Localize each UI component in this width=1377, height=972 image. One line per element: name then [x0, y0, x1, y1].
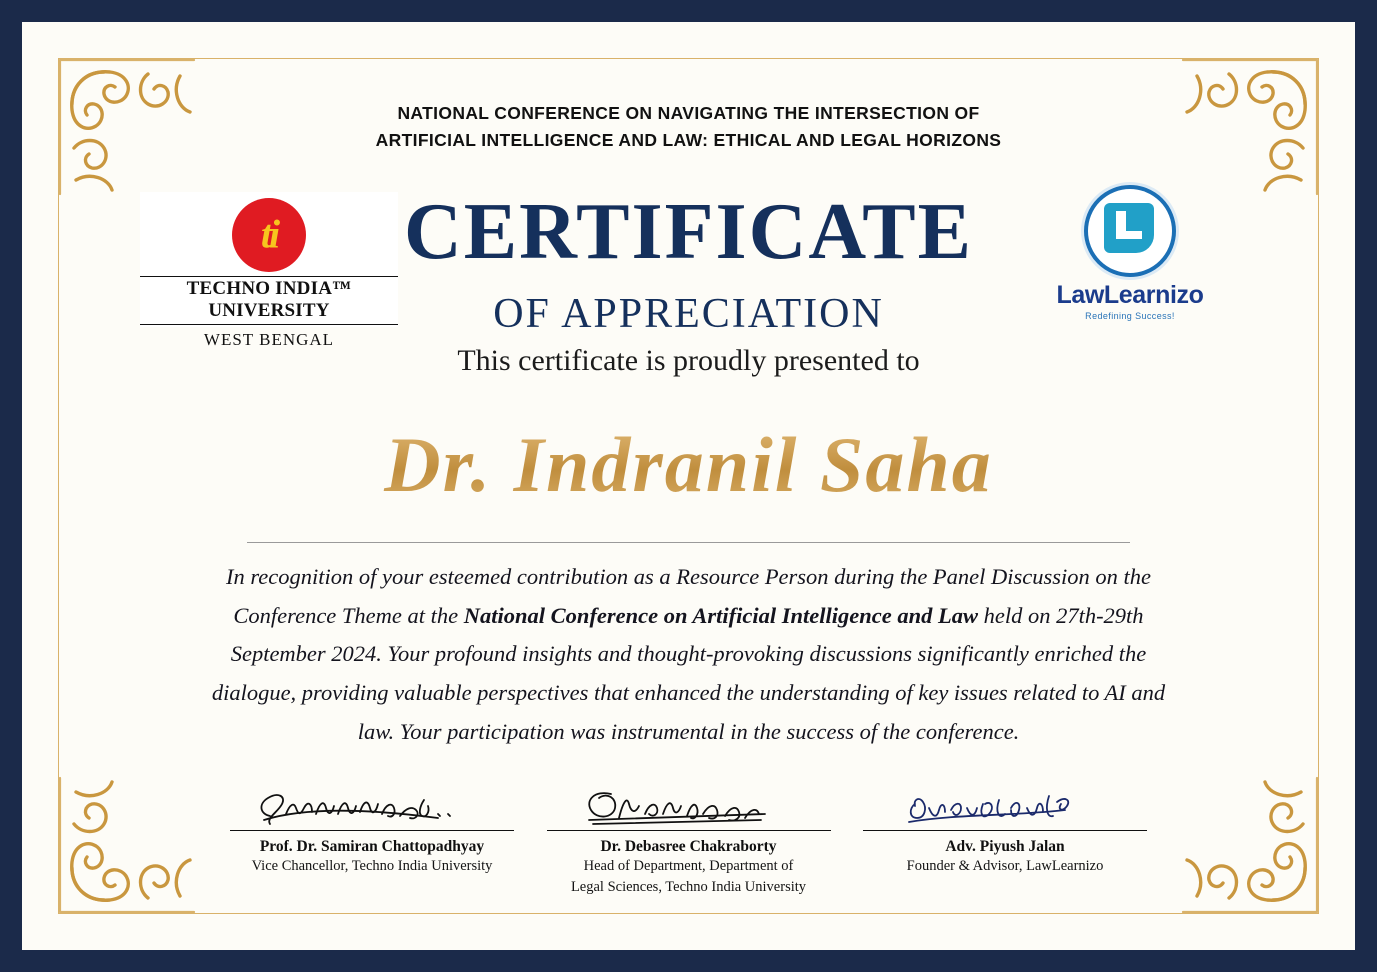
signatory-name-2: Dr. Debasree Chakraborty	[600, 838, 777, 855]
signature-mark-3-icon	[855, 774, 1155, 830]
signature-block-2	[539, 774, 839, 897]
conference-title	[22, 100, 1355, 154]
signature-block-3	[855, 774, 1155, 897]
recipient-underline	[247, 542, 1130, 543]
signature-line-2	[547, 830, 831, 831]
certificate-heading: CERTIFICATE	[404, 188, 973, 276]
signature-mark-1-icon	[222, 774, 522, 830]
techno-india-subtitle: WEST BENGAL	[203, 330, 335, 349]
signature-block-1	[222, 774, 522, 897]
signatory-name-3: Adv. Piyush Jalan	[945, 838, 1065, 855]
citation-text	[202, 558, 1175, 751]
lawlearnizo-wordmark: LawLearnizo	[1056, 281, 1204, 309]
signatory-role-2-line-1: Head of Department, Department of	[583, 858, 794, 874]
presented-to-line: This certificate is proudly presented to	[457, 344, 920, 377]
lawlearnizo-tagline: Redefining Success!	[1085, 311, 1175, 321]
corner-flourish-bottom-left-icon	[52, 770, 202, 920]
conference-title-line-1: NATIONAL CONFERENCE ON NAVIGATING THE INTERSECTION OF	[397, 103, 980, 123]
citation-text-part-2: held on 27th-29th September 2024. Your profound insights and thought-provoking discussions significantly enriched the dialogue, providing valuable perspectives that enhanced the understanding of key issues related to AI and law. Your participation was instrumental in the success of the conference.	[211, 602, 1166, 744]
corner-flourish-bottom-right-icon	[1175, 770, 1325, 920]
recipient-name: Dr. Indranil Saha	[22, 420, 1355, 510]
certificate-subheading: OF APPRECIATION	[493, 291, 884, 337]
certificate-page	[22, 22, 1355, 950]
signature-mark-2-icon	[539, 774, 839, 830]
citation-text-part-1: In recognition of your esteemed contribution as a Resource Person during the Panel Discussion on the Conference Theme at the	[225, 564, 1152, 628]
conference-title-line-2: ARTIFICIAL INTELLIGENCE AND LAW: ETHICAL AND LEGAL HORIZONS	[375, 130, 1002, 151]
signature-line-3	[863, 830, 1147, 831]
signatory-role-2-line-2: Legal Sciences, Techno India University	[570, 878, 807, 895]
signatory-name-1: Prof. Dr. Samiran Chattopadhyay	[259, 838, 485, 855]
techno-india-name: TECHNO INDIA™ UNIVERSITY	[140, 276, 398, 325]
signature-line-1	[230, 830, 514, 831]
citation-conference-name: National Conference on Artificial Intelligence and Law	[463, 602, 978, 628]
signature-row	[222, 774, 1155, 897]
techno-india-glyph: ti	[260, 211, 278, 257]
signatory-role-1-line-1: Vice Chancellor, Techno India University	[251, 858, 493, 874]
signatory-role-3-line-1: Founder & Advisor, LawLearnizo	[906, 858, 1104, 874]
